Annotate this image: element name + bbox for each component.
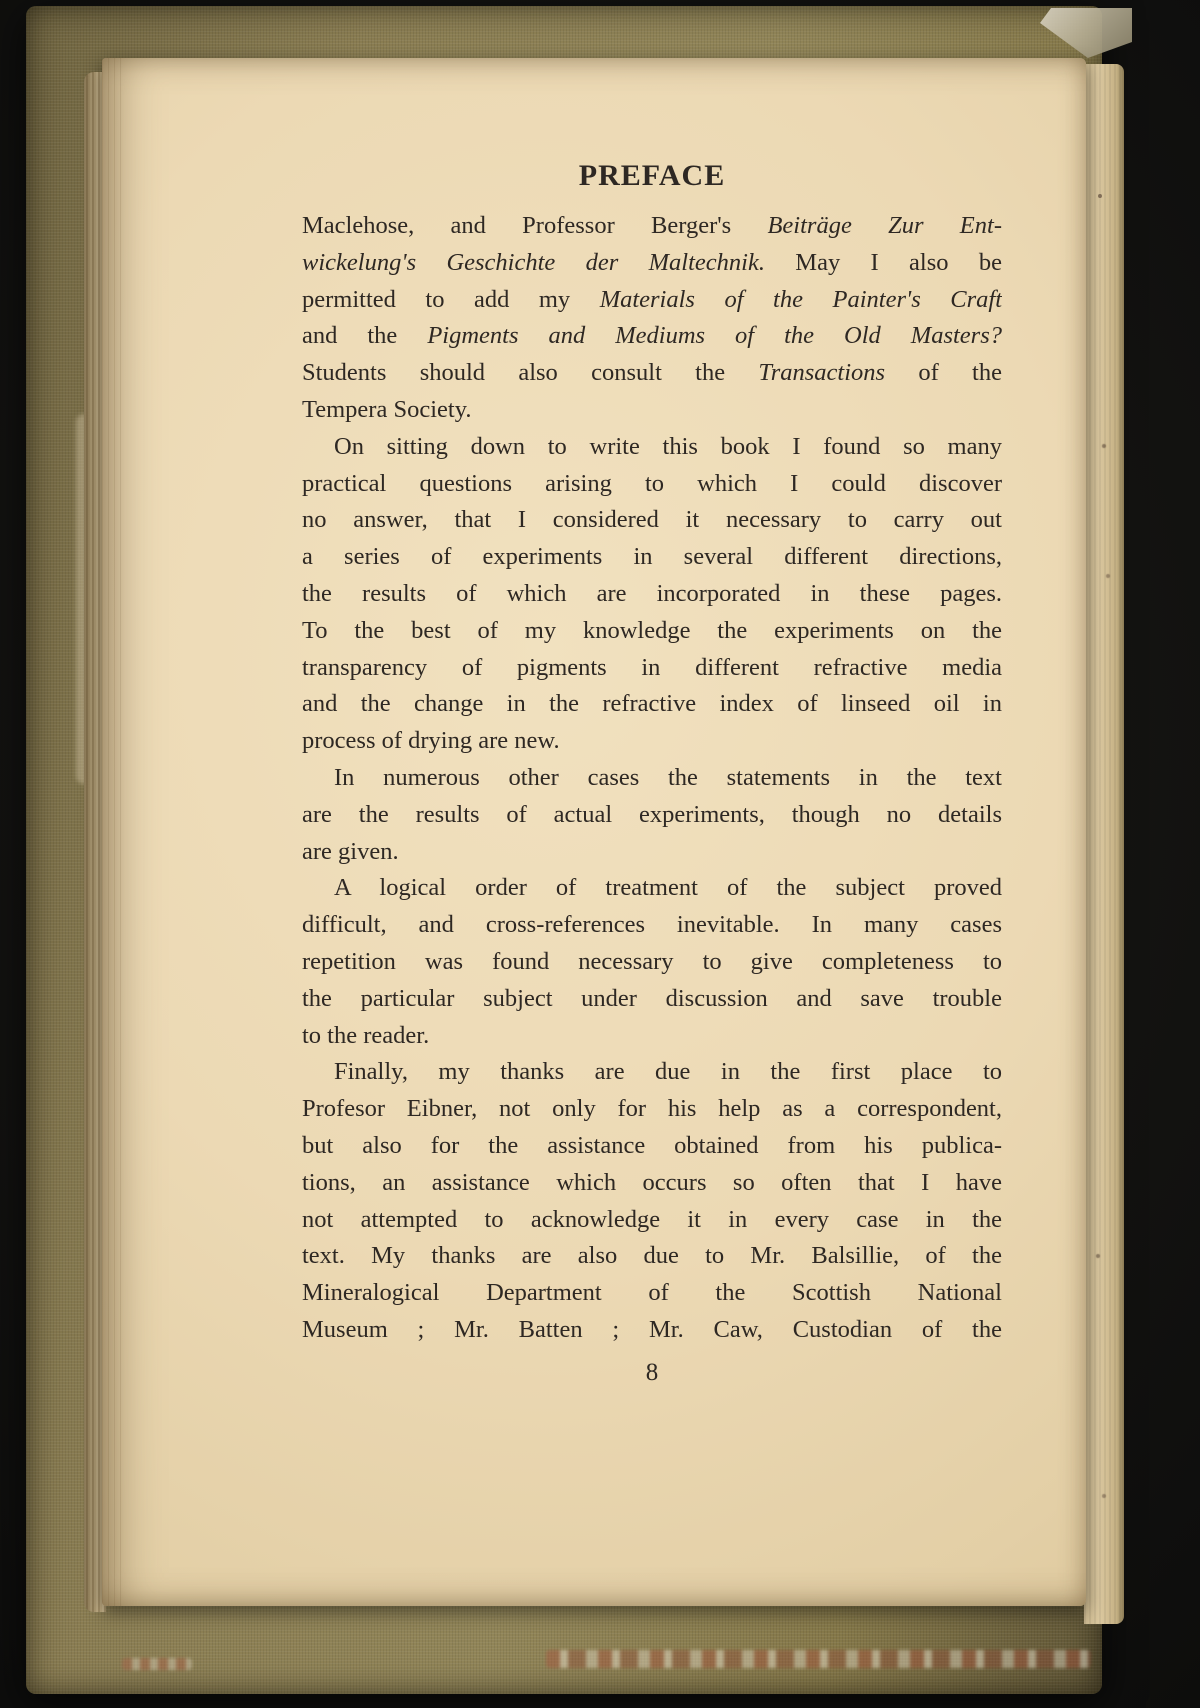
text-line — [302, 944, 1002, 981]
text-run: and the change in the refractive index of linseed oil in — [302, 690, 1002, 718]
text-line — [302, 539, 1002, 576]
paragraph — [302, 870, 1002, 1054]
text-run: On sitting down to write this book I found so many — [334, 432, 1002, 460]
text-run: text. My thanks are also due to Mr. Balsillie, of the — [302, 1242, 1002, 1270]
text-run: not attempted to acknowledge it in every case in the — [302, 1205, 1002, 1233]
text-run: are given. — [302, 837, 399, 865]
text-run: Finally, my thanks are due in the first place to — [334, 1058, 1002, 1086]
text-run: To the best of my knowledge the experiments on the — [302, 616, 1002, 644]
text-run: Museum ; Mr. Batten ; Mr. Caw, Custodian of the — [302, 1315, 1002, 1343]
text-run: of the — [885, 359, 1002, 387]
text-run: May I also be — [764, 248, 1002, 276]
text-run: Tempera Society. — [302, 395, 472, 423]
text-line — [302, 282, 1002, 319]
text-line — [302, 1054, 1002, 1091]
italic-text-run: Materials of the Painter's Craft — [599, 285, 1002, 313]
text-run: transparency of pigments in different refractive media — [302, 653, 1002, 681]
text-line — [302, 466, 1002, 503]
text-line — [302, 245, 1002, 282]
text-line — [302, 318, 1002, 355]
text-line — [302, 834, 1002, 871]
text-line — [302, 650, 1002, 687]
text-run: In numerous other cases the statements in the text — [334, 763, 1002, 791]
text-line — [302, 208, 1002, 245]
gutter-shadow — [102, 58, 124, 1606]
text-line — [302, 392, 1002, 429]
text-body — [302, 208, 1002, 1349]
italic-text-run: wickelung's Geschichte der Maltechnik. — [302, 248, 765, 276]
text-run: are the results of actual experiments, though no details — [302, 800, 1002, 828]
text-line — [302, 870, 1002, 907]
text-line — [302, 760, 1002, 797]
text-line — [302, 1275, 1002, 1312]
text-line — [302, 1165, 1002, 1202]
text-run: Students should also consult the — [302, 359, 759, 387]
text-run: the particular subject under discussion and save trouble — [302, 984, 1002, 1012]
text-line — [302, 723, 1002, 760]
text-run: difficult, and cross-references inevitable. In many cases — [302, 911, 1002, 939]
text-line — [302, 1128, 1002, 1165]
text-run: Maclehose, and Professor Berger's — [302, 212, 768, 239]
book-cover — [26, 6, 1102, 1694]
book-page — [102, 58, 1086, 1606]
italic-text-run: Beiträge Zur Ent- — [767, 212, 1002, 239]
paragraph — [302, 208, 1002, 429]
text-run: no answer, that I considered it necessary to carry out — [302, 506, 1002, 534]
paragraph — [302, 429, 1002, 760]
fore-edge-pages — [1084, 64, 1124, 1624]
text-line — [302, 613, 1002, 650]
text-line — [302, 502, 1002, 539]
text-run: and the — [302, 322, 428, 350]
text-run: A logical order of treatment of the subject proved — [334, 874, 1002, 902]
text-line — [302, 686, 1002, 723]
text-run: process of drying are new. — [302, 727, 560, 755]
text-line — [302, 1018, 1002, 1055]
text-run: Mineralogical Department of the Scottish National — [302, 1279, 1002, 1307]
italic-text-run: Pigments and Mediums of the Old Masters? — [427, 322, 1002, 350]
text-run: a series of experiments in several different directions, — [302, 543, 1002, 571]
text-line — [302, 1202, 1002, 1239]
paragraph — [302, 760, 1002, 870]
text-line — [302, 429, 1002, 466]
text-run: but also for the assistance obtained from his publica- — [302, 1131, 1002, 1159]
text-line — [302, 981, 1002, 1018]
text-line — [302, 1312, 1002, 1349]
text-line — [302, 907, 1002, 944]
worn-bottom-band-small — [122, 1658, 192, 1670]
text-run: permitted to add my — [302, 285, 600, 313]
text-run: repetition was found necessary to give completeness to — [302, 947, 1002, 975]
text-run: Profesor Eibner, not only for his help as a correspondent, — [302, 1095, 1002, 1123]
page-number: 8 — [645, 1358, 659, 1386]
text-block — [302, 156, 1002, 1387]
text-run: the results of which are incorporated in these pages. — [302, 579, 1002, 607]
worn-bottom-band — [546, 1650, 1091, 1668]
text-run: tions, an assistance which occurs so often that I have — [302, 1168, 1002, 1196]
text-line — [302, 576, 1002, 613]
text-line — [302, 355, 1002, 392]
text-line — [302, 1238, 1002, 1275]
preface-heading: PREFACE — [578, 159, 726, 192]
paragraph — [302, 1054, 1002, 1348]
frayed-corner — [1040, 8, 1132, 58]
text-run: to the reader. — [302, 1021, 430, 1049]
text-line — [302, 797, 1002, 834]
text-run: practical questions arising to which I could discover — [302, 469, 1002, 497]
text-line — [302, 1091, 1002, 1128]
italic-text-run: Transactions — [758, 359, 886, 387]
